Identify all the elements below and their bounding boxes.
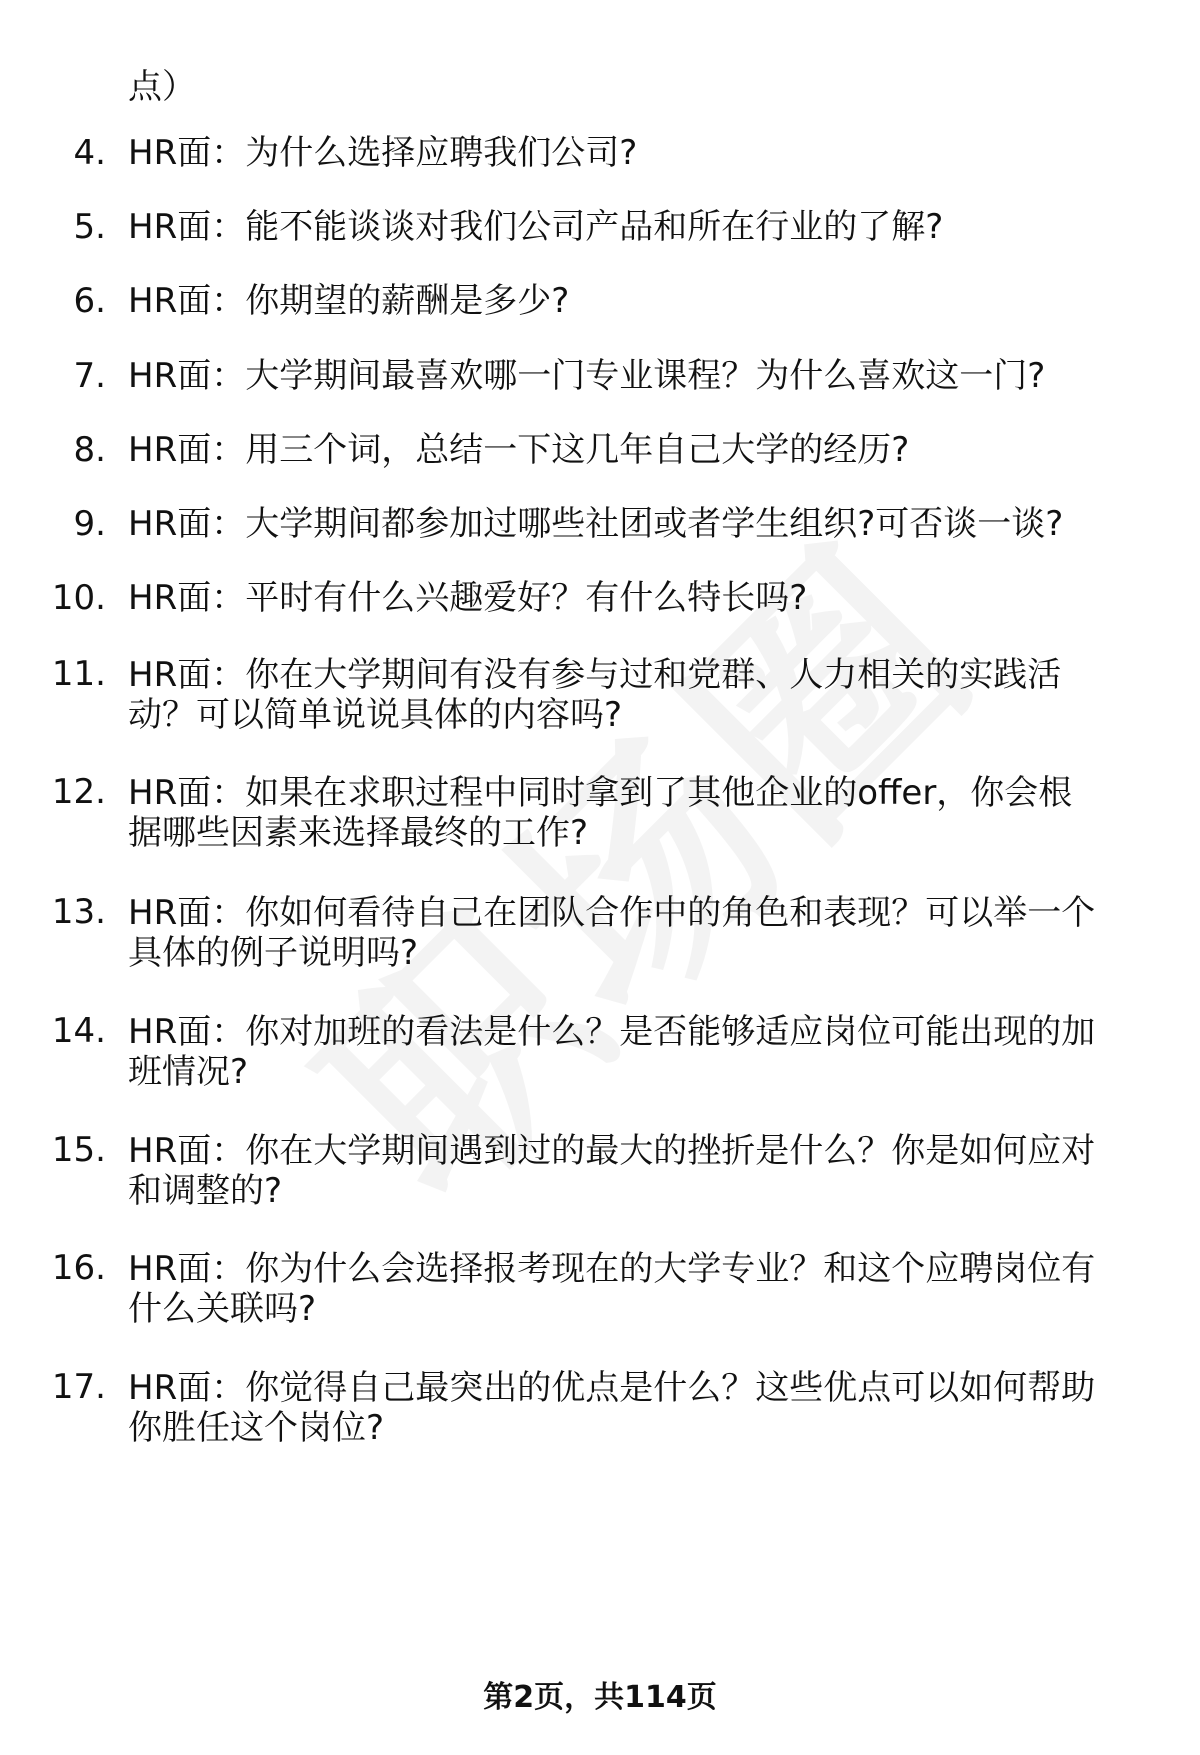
question-number: 13. xyxy=(51,892,106,932)
page-footer: 第2页，共114页 xyxy=(483,1680,717,1715)
question-number: 6. xyxy=(73,281,106,321)
question-number: 5. xyxy=(73,207,106,247)
continuation-text: 点） xyxy=(128,67,196,107)
question-number: 15. xyxy=(51,1130,106,1170)
question-text: HR面：你在大学期间遇到过的最大的挫折是什么？你是如何应对 和调整的? xyxy=(128,1131,1096,1211)
question-text: HR面：用三个词，总结一下这几年自己大学的经历? xyxy=(128,430,910,470)
question-text: HR面：为什么选择应聘我们公司? xyxy=(128,133,638,173)
question-number: 7. xyxy=(73,356,106,396)
question-number: 4. xyxy=(73,133,106,173)
question-text: HR面：你对加班的看法是什么？是否能够适应岗位可能出现的加 班情况? xyxy=(128,1012,1096,1092)
question-number: 17. xyxy=(51,1367,106,1407)
question-number: 8. xyxy=(73,430,106,470)
question-text: HR面：你如何看待自己在团队合作中的角色和表现？可以举一个 具体的例子说明吗? xyxy=(128,893,1096,973)
question-text: HR面：如果在求职过程中同时拿到了其他企业的offer，你会根 据哪些因素来选择最终的工作? xyxy=(128,773,1073,853)
question-number: 16. xyxy=(51,1248,106,1288)
question-text: HR面：大学期间最喜欢哪一门专业课程？为什么喜欢这一门? xyxy=(128,356,1046,396)
question-text: HR面：你为什么会选择报考现在的大学专业？和这个应聘岗位有 什么关联吗? xyxy=(128,1249,1096,1329)
question-number: 10. xyxy=(51,578,106,618)
question-text: HR面：平时有什么兴趣爱好？有什么特长吗? xyxy=(128,578,808,618)
question-number: 14. xyxy=(51,1011,106,1051)
question-number: 9. xyxy=(73,504,106,544)
question-text: HR面：能不能谈谈对我们公司产品和所在行业的了解? xyxy=(128,207,944,247)
question-text: HR面：你觉得自己最突出的优点是什么？这些优点可以如何帮助 你胜任这个岗位? xyxy=(128,1368,1096,1448)
question-text: HR面：你在大学期间有没有参与过和党群、人力相关的实践活 动？可以简单说说具体的内容吗? xyxy=(128,655,1062,735)
question-text: HR面：大学期间都参加过哪些社团或者学生组织?可否谈一谈? xyxy=(128,504,1064,544)
question-number: 12. xyxy=(51,772,106,812)
question-text: HR面：你期望的薪酬是多少? xyxy=(128,281,570,321)
question-number: 11. xyxy=(51,654,106,694)
